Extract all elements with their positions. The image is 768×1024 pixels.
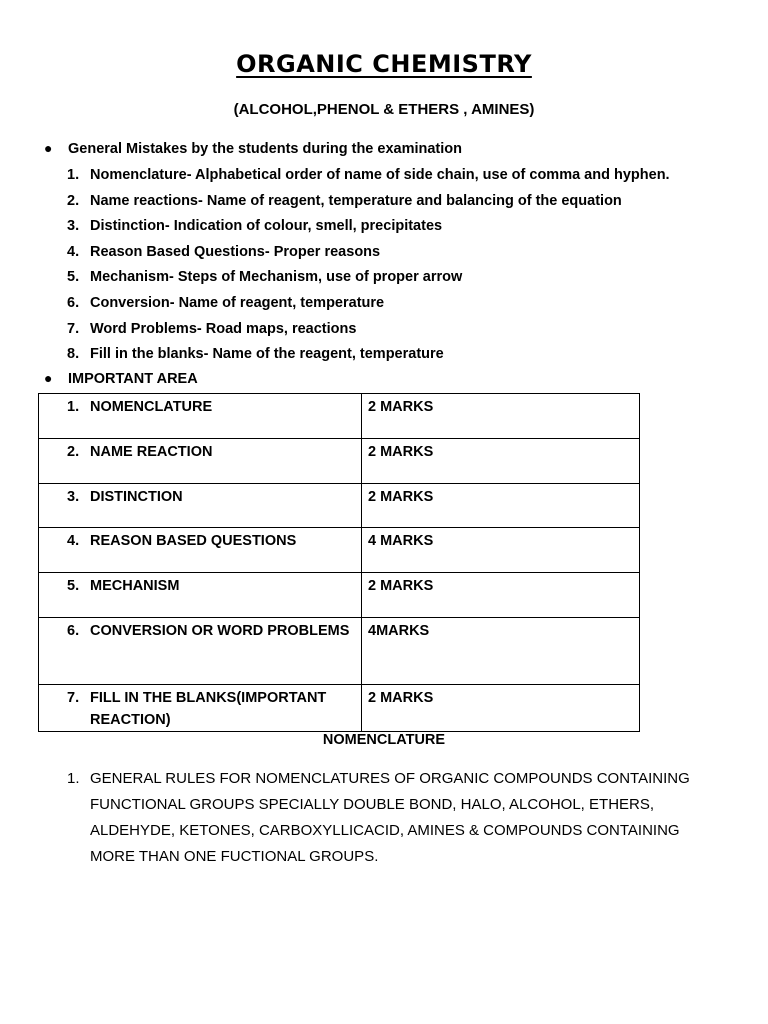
marks-cell: 2 MARKS	[362, 573, 640, 618]
row-number: 1.	[67, 399, 80, 415]
bullet-icon: ●	[44, 140, 53, 156]
topic-text: DISTINCTION	[90, 489, 183, 505]
row-number: 4.	[67, 533, 80, 549]
rule-number: 1.	[67, 770, 80, 787]
table-row	[39, 439, 640, 484]
topic-text: MECHANISM	[90, 578, 180, 594]
topic-text: REASON BASED QUESTIONS	[90, 533, 297, 549]
list-number: 4.	[67, 243, 80, 260]
topic-cell	[39, 528, 362, 573]
list-number: 8.	[67, 346, 80, 363]
list-number: 2.	[67, 192, 80, 209]
marks-cell: 2 MARKS	[362, 439, 640, 484]
list-number: 5.	[67, 269, 80, 286]
nomenclature-rule	[67, 766, 717, 870]
important-area-table	[38, 393, 640, 732]
document-subtitle: (ALCOHOL,PHENOL & ETHERS , AMINES)	[233, 101, 535, 118]
row-number: 5.	[67, 578, 80, 594]
list-item	[67, 240, 670, 266]
list-text: Conversion- Name of reagent, temperature	[90, 294, 385, 311]
topic-cell	[39, 439, 362, 484]
bullet-icon: ●	[44, 370, 53, 386]
list-text: Word Problems- Road maps, reactions	[90, 320, 357, 337]
table-row	[39, 573, 640, 618]
marks-cell: 4MARKS	[362, 618, 640, 685]
list-item	[67, 342, 670, 368]
list-text: Name reactions- Name of reagent, temperature and balancing of the equation	[90, 192, 622, 209]
list-text: Mechanism- Steps of Mechanism, use of proper arrow	[90, 269, 463, 286]
mistakes-heading: General Mistakes by the students during the examination	[68, 141, 463, 157]
list-number: 3.	[67, 218, 80, 235]
table-row	[39, 528, 640, 573]
list-number: 6.	[67, 294, 80, 311]
row-number: 2.	[67, 444, 80, 460]
topic-cell	[39, 573, 362, 618]
topic-text: CONVERSION OR WORD PROBLEMS	[90, 623, 350, 639]
list-item	[67, 265, 670, 291]
marks-cell: 4 MARKS	[362, 528, 640, 573]
list-item	[67, 189, 670, 215]
topic-text: FILL IN THE BLANKS(IMPORTANT REACTION)	[90, 690, 327, 728]
list-number: 7.	[67, 320, 80, 337]
important-heading-line	[44, 370, 198, 387]
list-item	[67, 163, 670, 189]
table-row	[39, 394, 640, 439]
document-title: ORGANIC CHEMISTRY	[236, 50, 532, 78]
topic-text: NAME REACTION	[90, 444, 213, 460]
rule-text: GENERAL RULES FOR NOMENCLATURES OF ORGANIC COMPOUNDS CONTAINING FUNCTIONAL GROUPS SPECIALLY DOUBLE BOND, HALO, ALCOHOL, ETHERS, ALDEHYDE, KETONES, CARBOXYLLICACID, AMINES & COMPOUNDS CONTAINING MORE THAN ONE FUCTIONAL GROUPS.	[90, 770, 690, 865]
topic-cell	[39, 394, 362, 439]
table-row	[39, 618, 640, 685]
important-heading: IMPORTANT AREA	[68, 371, 198, 387]
topic-cell	[39, 484, 362, 528]
marks-cell: 2 MARKS	[362, 685, 640, 732]
list-text: Distinction- Indication of colour, smell, precipitates	[90, 218, 443, 235]
list-item	[67, 214, 670, 240]
marks-cell: 2 MARKS	[362, 484, 640, 528]
list-text: Fill in the blanks- Name of the reagent, temperature	[90, 346, 444, 363]
topic-text: NOMENCLATURE	[90, 399, 213, 415]
marks-cell: 2 MARKS	[362, 394, 640, 439]
list-text: Reason Based Questions- Proper reasons	[90, 243, 381, 260]
mistakes-heading-line	[44, 140, 462, 157]
topic-cell	[39, 618, 362, 685]
table-row	[39, 484, 640, 528]
list-number: 1.	[67, 167, 80, 183]
list-item	[67, 291, 670, 317]
list-text: Nomenclature- Alphabetical order of name of side chain, use of comma and hyphen.	[90, 167, 670, 183]
mistakes-list	[67, 163, 670, 368]
row-number: 3.	[67, 489, 80, 505]
row-number: 6.	[67, 623, 80, 639]
nomenclature-heading: NOMENCLATURE	[322, 732, 446, 748]
row-number: 7.	[67, 690, 80, 706]
list-item	[67, 317, 670, 343]
table-row	[39, 685, 640, 732]
topic-cell	[39, 685, 362, 732]
